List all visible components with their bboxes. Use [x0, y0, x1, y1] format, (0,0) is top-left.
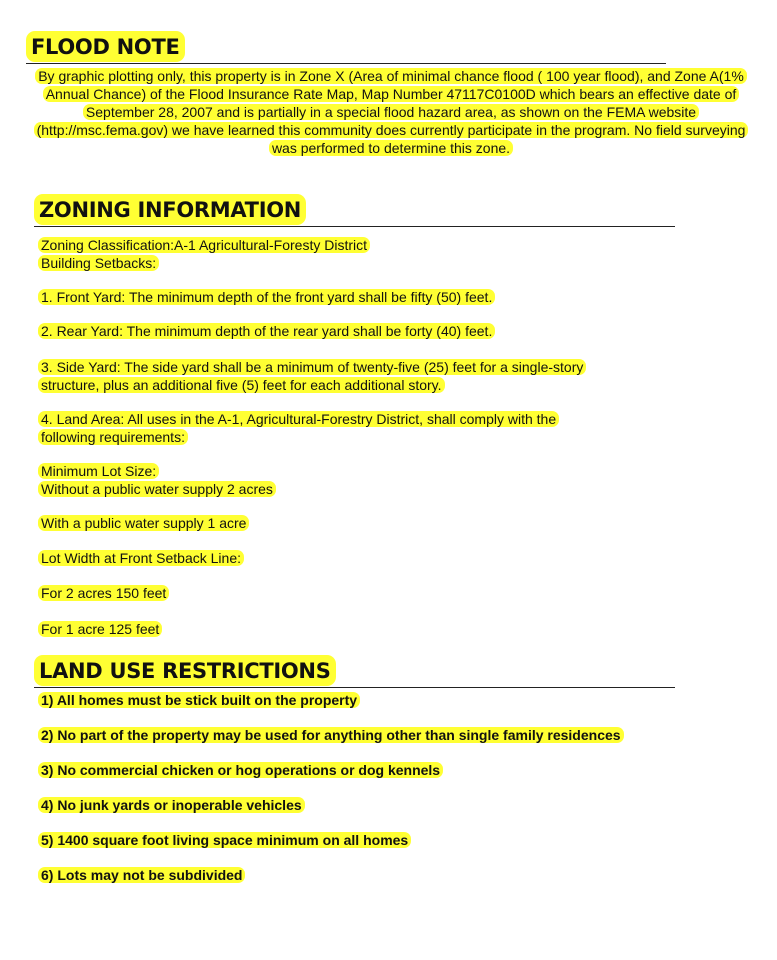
one-acre-line: [38, 620, 162, 638]
with-water-line: [38, 514, 249, 532]
restriction-item: [38, 831, 411, 849]
min-lot-size-line: [38, 462, 159, 480]
side-yard-line-1: [38, 358, 586, 376]
zoning-classification: Zoning Classification:A-1 Agricultural-Foresty District: [38, 237, 370, 253]
two-acres-line: [38, 584, 169, 602]
flood-note-text: By graphic plotting only, this property is in Zone X (Area of minimal chance flood ( 100 year flood), and Zone A(1% Annual Chance) of the Flood Insurance Rate Map, Map Number 47117C0100D which bears an effective date of September 28, 2007 and is partially in a special flood hazard area, as shown on the FEMA website (http://msc.fema.gov) we have learned this community does currently participate in the program. No field surveying was performed to determine this zone.: [34, 68, 749, 156]
without-water-requirement: Without a public water supply 2 acres: [38, 481, 276, 497]
building-setbacks-line: [38, 254, 159, 272]
restriction-item: [38, 866, 245, 884]
flood-note-heading-rule: [26, 29, 666, 64]
two-acres-width: For 2 acres 150 feet: [38, 585, 169, 601]
rear-yard-rule: 2. Rear Yard: The minimum depth of the rear yard shall be forty (40) feet.: [38, 323, 495, 339]
restriction-text: 5) 1400 square foot living space minimum on all homes: [38, 832, 411, 848]
lot-width-label: Lot Width at Front Setback Line:: [38, 550, 244, 566]
land-area-rule-part-2: following requirements:: [38, 429, 188, 445]
flood-note-title: FLOOD NOTE: [26, 31, 185, 62]
land-use-title: LAND USE RESTRICTIONS: [34, 655, 336, 686]
front-yard-line: [38, 288, 495, 306]
restriction-text: 2) No part of the property may be used for anything other than single family residences: [38, 727, 624, 743]
land-area-rule-part-1: 4. Land Area: All uses in the A-1, Agricultural-Forestry District, shall comply with the: [38, 411, 559, 427]
restriction-item: [38, 761, 443, 779]
lot-width-line: [38, 549, 244, 567]
side-yard-rule-part-2: structure, plus an additional five (5) feet for each additional story.: [38, 377, 445, 393]
zoning-heading-rule: [34, 192, 675, 227]
building-setbacks-label: Building Setbacks:: [38, 255, 159, 271]
restriction-text: 3) No commercial chicken or hog operations or dog kennels: [38, 762, 443, 778]
restriction-text: 6) Lots may not be subdivided: [38, 867, 245, 883]
restriction-item: [38, 726, 624, 744]
without-water-line: [38, 480, 276, 498]
zoning-title: ZONING INFORMATION: [34, 194, 306, 225]
restriction-text: 4) No junk yards or inoperable vehicles: [38, 797, 305, 813]
min-lot-size-label: Minimum Lot Size:: [38, 463, 159, 479]
land-use-heading-rule: [34, 653, 675, 688]
zoning-classification-line: [38, 236, 370, 254]
land-area-line-2: [38, 428, 188, 446]
restriction-text: 1) All homes must be stick built on the property: [38, 692, 360, 708]
restriction-item: [38, 796, 305, 814]
side-yard-rule-part-1: 3. Side Yard: The side yard shall be a minimum of twenty-five (25) feet for a single-story: [38, 359, 586, 375]
with-water-requirement: With a public water supply 1 acre: [38, 515, 249, 531]
rear-yard-line: [38, 322, 495, 340]
side-yard-line-2: [38, 376, 445, 394]
front-yard-rule: 1. Front Yard: The minimum depth of the front yard shall be fifty (50) feet.: [38, 289, 495, 305]
flood-note-paragraph: [26, 67, 756, 157]
land-area-line-1: [38, 410, 559, 428]
restriction-item: [38, 691, 360, 709]
one-acre-width: For 1 acre 125 feet: [38, 621, 162, 637]
